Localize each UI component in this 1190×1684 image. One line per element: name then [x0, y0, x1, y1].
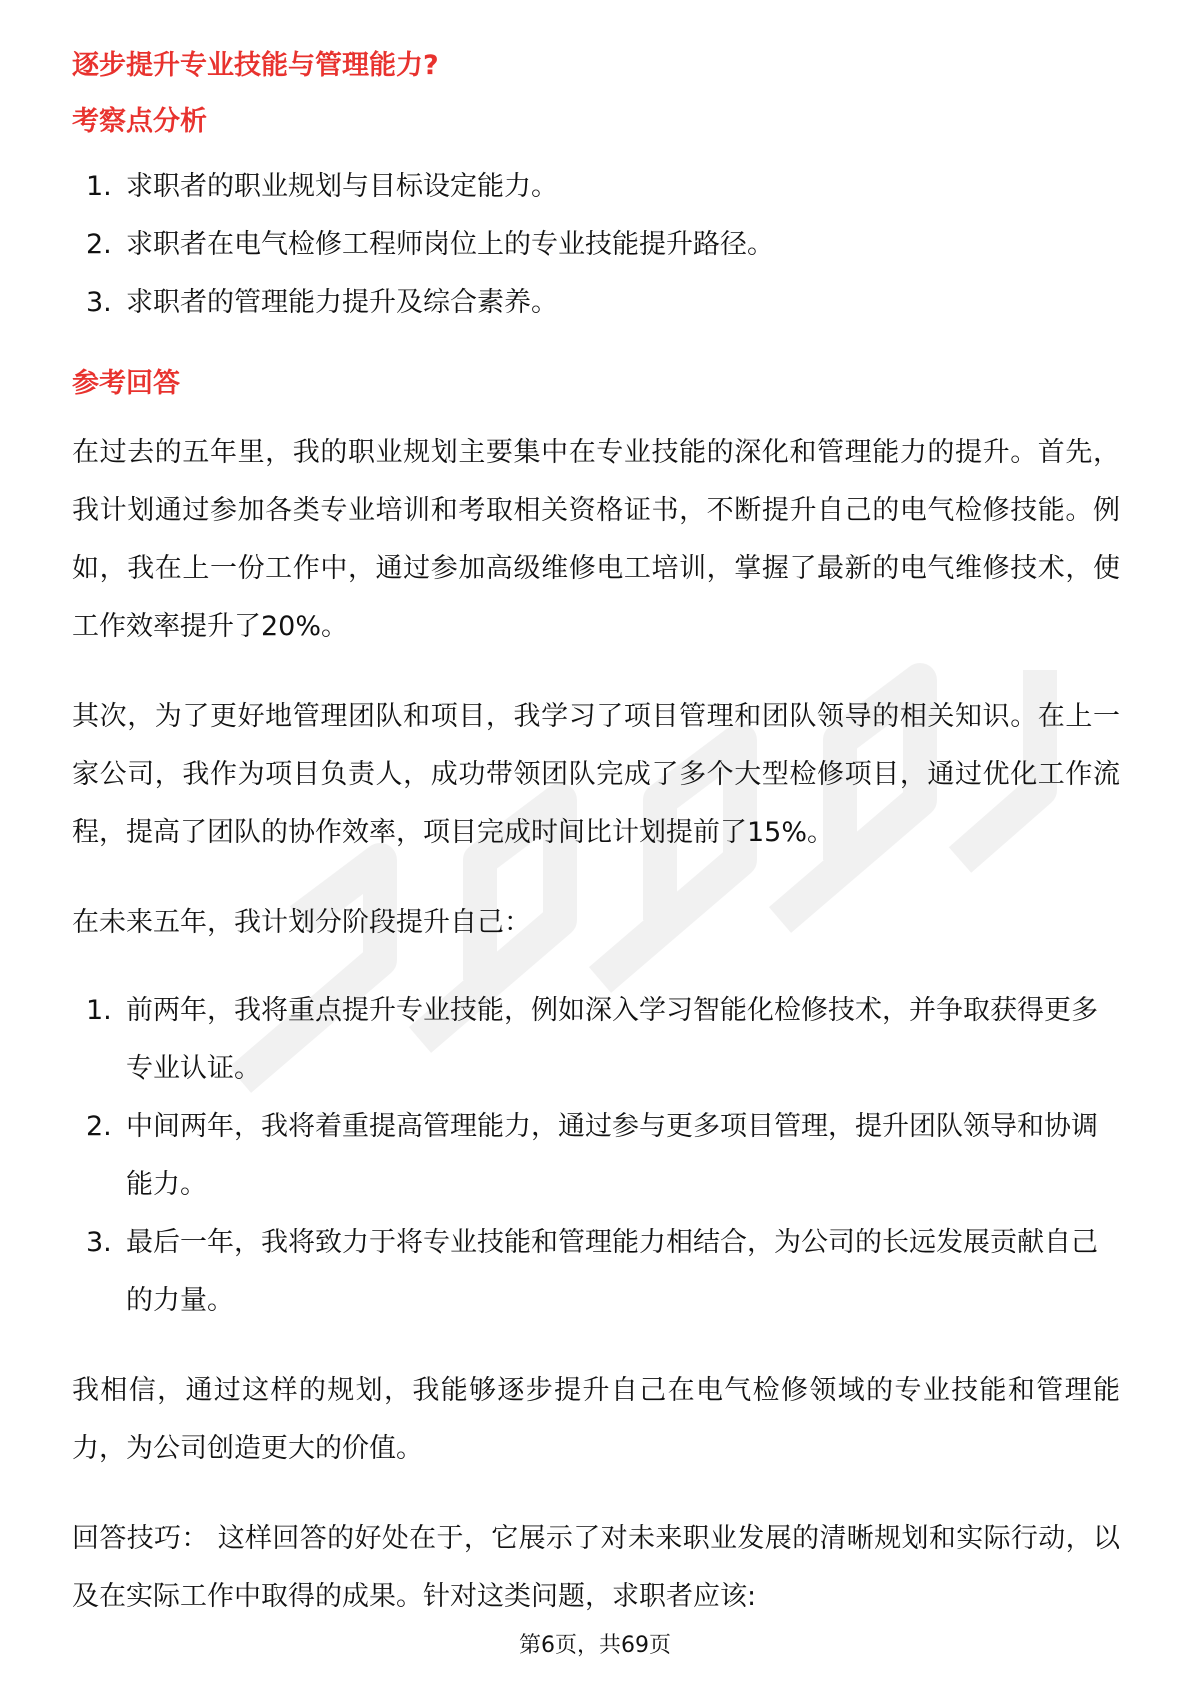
list-item [72, 982, 1120, 1098]
list-number: 1. [86, 171, 112, 202]
list-item [72, 1214, 1120, 1330]
list-number: 2. [86, 229, 112, 260]
answer-paragraph: 我相信，通过这样的规划，我能够逐步提升自己在电气检修领域的专业技能和管理能力，为公司创造更大的价值。 [72, 1375, 1120, 1464]
analysis-heading: 考察点分析 [72, 106, 207, 137]
list-item-text: 最后一年，我将致力于将专业技能和管理能力相结合，为公司的长远发展贡献自己的力量。 [126, 1227, 1098, 1316]
list-item [72, 1098, 1120, 1214]
answer-paragraph: 在未来五年，我计划分阶段提升自己： [72, 907, 531, 938]
list-item-text: 中间两年，我将着重提高管理能力，通过参与更多项目管理，提升团队领导和协调能力。 [126, 1111, 1098, 1200]
list-item-text: 求职者的管理能力提升及综合素养。 [126, 287, 558, 318]
list-item [72, 158, 1120, 216]
list-item-text: 求职者在电气检修工程师岗位上的专业技能提升路径。 [126, 229, 774, 260]
list-number: 3. [86, 1227, 112, 1258]
list-number: 3. [86, 287, 112, 318]
answer-heading: 参考回答 [72, 368, 180, 399]
answer-paragraph: 在过去的五年里，我的职业规划主要集中在专业技能的深化和管理能力的提升。首先，我计划通过参加各类专业培训和考取相关资格证书，不断提升自己的电气检修技能。例如，我在上一份工作中，通过参加高级维修电工培训，掌握了最新的电气维修技术，使工作效率提升了20%。 [72, 437, 1120, 642]
list-number: 1. [86, 995, 112, 1026]
plan-list [72, 982, 1120, 1330]
analysis-list [72, 158, 1120, 332]
list-item [72, 274, 1120, 332]
answer-tips-paragraph: 回答技巧： 这样回答的好处在于，它展示了对未来职业发展的清晰规划和实际行动，以及在实际工作中取得的成果。针对这类问题，求职者应该: [72, 1523, 1120, 1612]
list-item-text: 前两年，我将重点提升专业技能，例如深入学习智能化检修技术，并争取获得更多专业认证。 [126, 995, 1098, 1084]
question-title: 逐步提升专业技能与管理能力? [72, 50, 439, 81]
page-footer: 第6页，共69页 [519, 1633, 671, 1658]
list-item [72, 216, 1120, 274]
list-number: 2. [86, 1111, 112, 1142]
answer-paragraph: 其次，为了更好地管理团队和项目，我学习了项目管理和团队领导的相关知识。在上一家公司，我作为项目负责人，成功带领团队完成了多个大型检修项目，通过优化工作流程，提高了团队的协作效率，项目完成时间比计划提前了15%。 [72, 701, 1120, 848]
document-content [72, 48, 1120, 1626]
list-item-text: 求职者的职业规划与目标设定能力。 [126, 171, 558, 202]
